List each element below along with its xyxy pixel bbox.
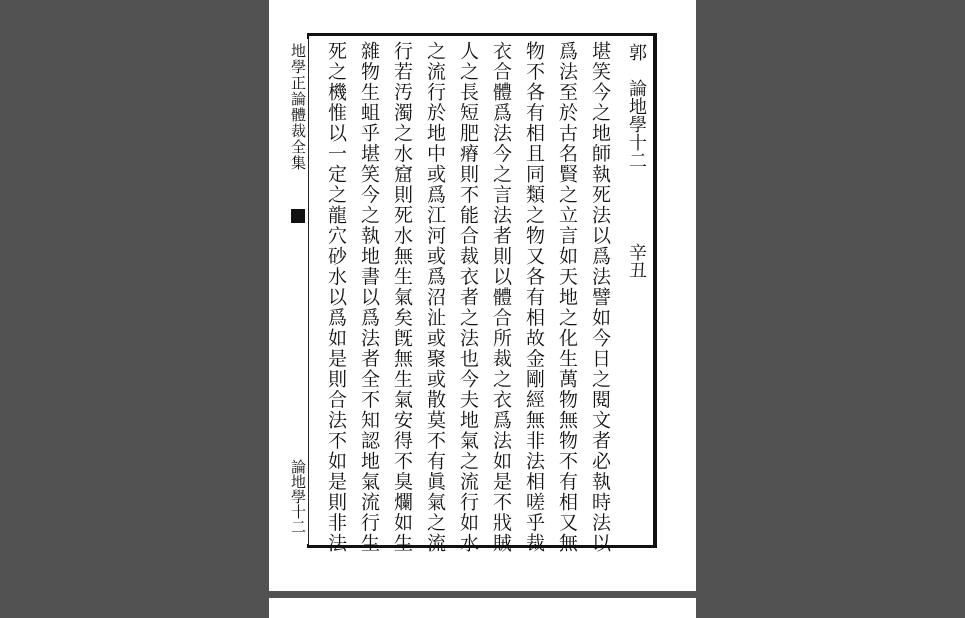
fold-margin [289, 39, 309, 544]
next-page-edge [269, 598, 696, 618]
text-column-2: 爲法至於古名賢之立言如天地之化生萬物無物不有相又無 [556, 41, 578, 554]
book-title: 地學正論體裁全集 [289, 43, 307, 171]
frame-top-border [307, 33, 657, 36]
text-column-9: 死之機惟以一定之龍穴砂水以爲如是則合法不如是則非法 [325, 41, 347, 554]
text-column-6: 之流行於地中或爲江河或爲沼沚或聚或散莫不有眞氣之流 [424, 41, 446, 554]
text-column-1: 堪笑今之地師執死法以爲法譬如今日之閱文者必執時法以 [589, 41, 611, 554]
text-column-7: 行若汚濁之水窟則死水無生氣矣旣無生氣安得不臭爛如生 [391, 41, 413, 554]
text-column-5: 人之長短肥瘠則不能合裁衣者之法也今夫地氣之流行如水 [457, 41, 479, 554]
text-column-3: 物不各有相且同類之物又各有相故金剛經無非法相嗟乎裁 [523, 41, 545, 554]
text-block [289, 33, 657, 554]
frame-right-border [653, 33, 657, 548]
year-label-text: 辛丑 [626, 243, 647, 279]
text-column-4: 衣合體爲法今之言法者則以體合所裁之衣爲法如是不戕賊 [490, 41, 512, 554]
chapter-heading-text: 郭 論地學十二 [626, 43, 647, 169]
fold-mark [291, 209, 305, 223]
margin-chapter-label: 論地學十二 [289, 459, 307, 534]
year-label [625, 243, 647, 303]
text-column-8: 雜物生蛆乎堪笑今之執地書以爲法者全不知認地氣流行生 [358, 41, 380, 554]
